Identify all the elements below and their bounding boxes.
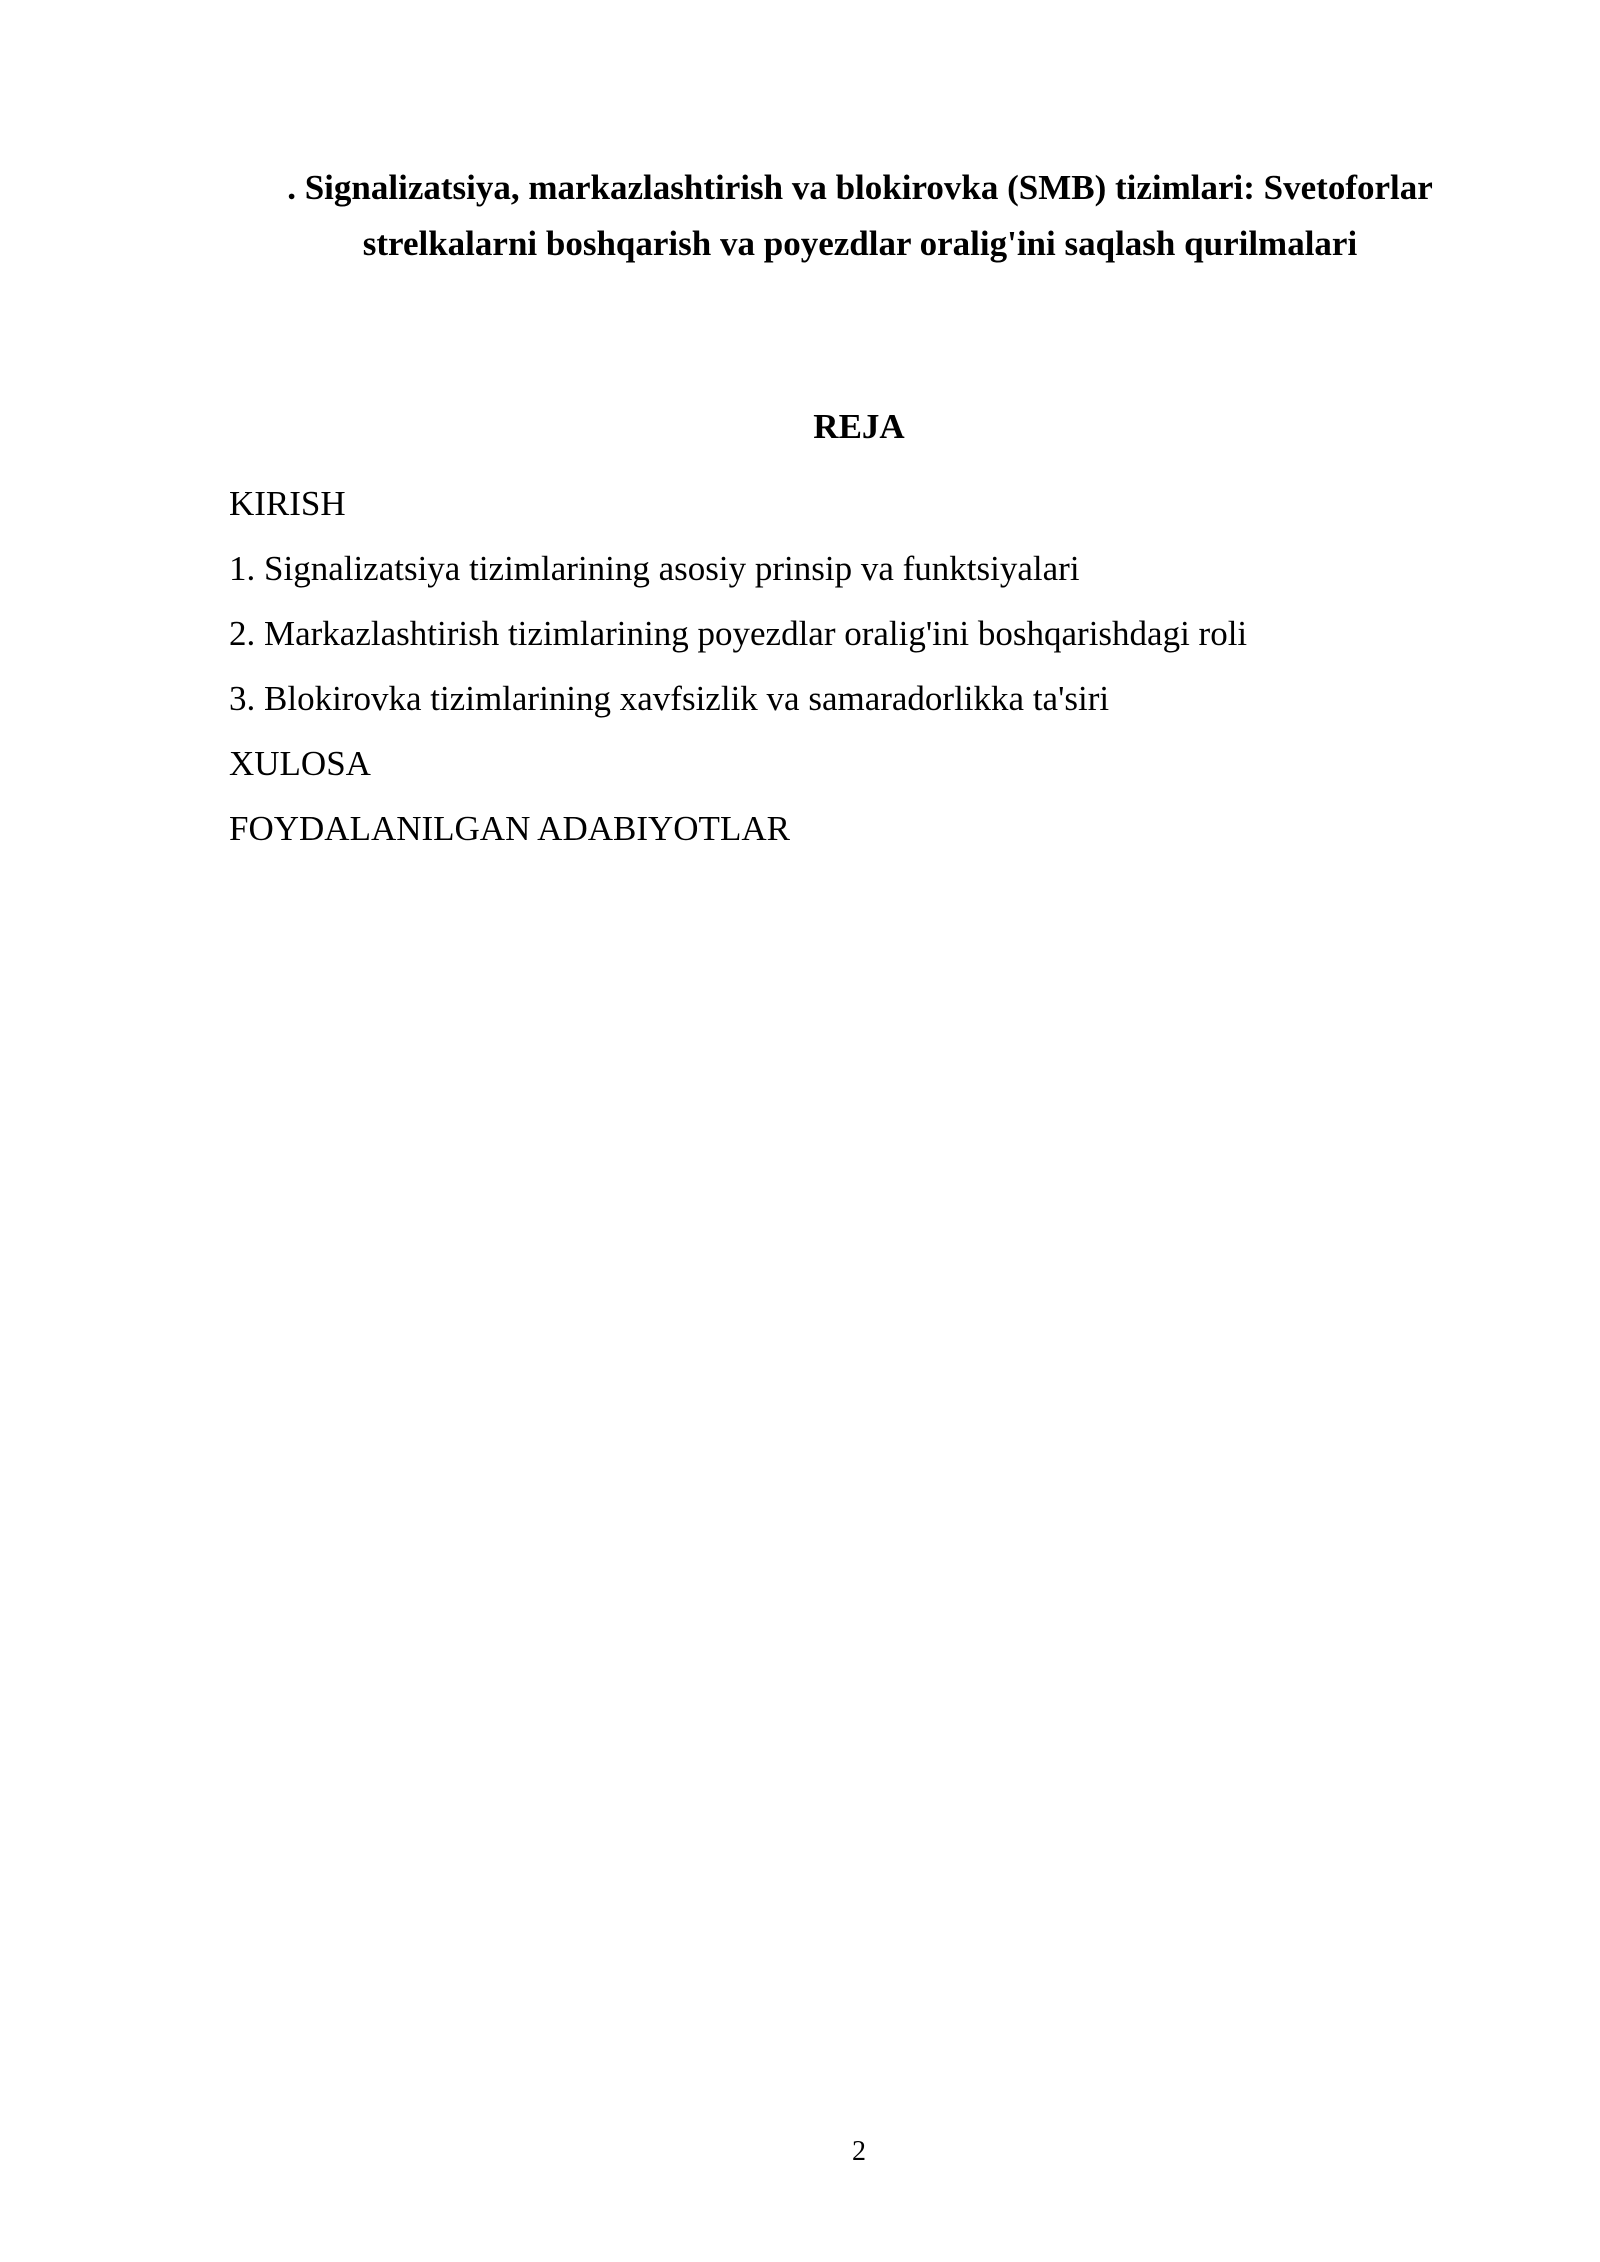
plan-item-conclusion: XULOSA <box>229 744 371 783</box>
plan-item-2: 2. Markazlashtirish tizimlarining poyezdlar oralig'ini boshqarishdagi roli <box>229 614 1248 653</box>
plan-item-3: 3. Blokirovka tizimlarining xavfsizlik va samaradorlikka ta'siri <box>229 679 1110 718</box>
plan-item-introduction: KIRISH <box>229 484 346 523</box>
document-title <box>210 160 1510 272</box>
document-title-line-1: . Signalizatsiya, markazlashtirish va blokirovka (SMB) tizimlari: Svetoforlar <box>287 168 1433 207</box>
document-title-line-2: strelkalarni boshqarish va poyezdlar oralig'ini saqlash qurilmalari <box>362 224 1358 263</box>
plan-item-1: 1. Signalizatsiya tizimlarining asosiy prinsip va funktsiyalari <box>229 549 1080 588</box>
page-number: 2 <box>852 2136 866 2167</box>
plan-heading: REJA <box>813 407 905 446</box>
plan-item-references: FOYDALANILGAN ADABIYOTLAR <box>229 809 790 848</box>
plan-list <box>229 471 1247 861</box>
